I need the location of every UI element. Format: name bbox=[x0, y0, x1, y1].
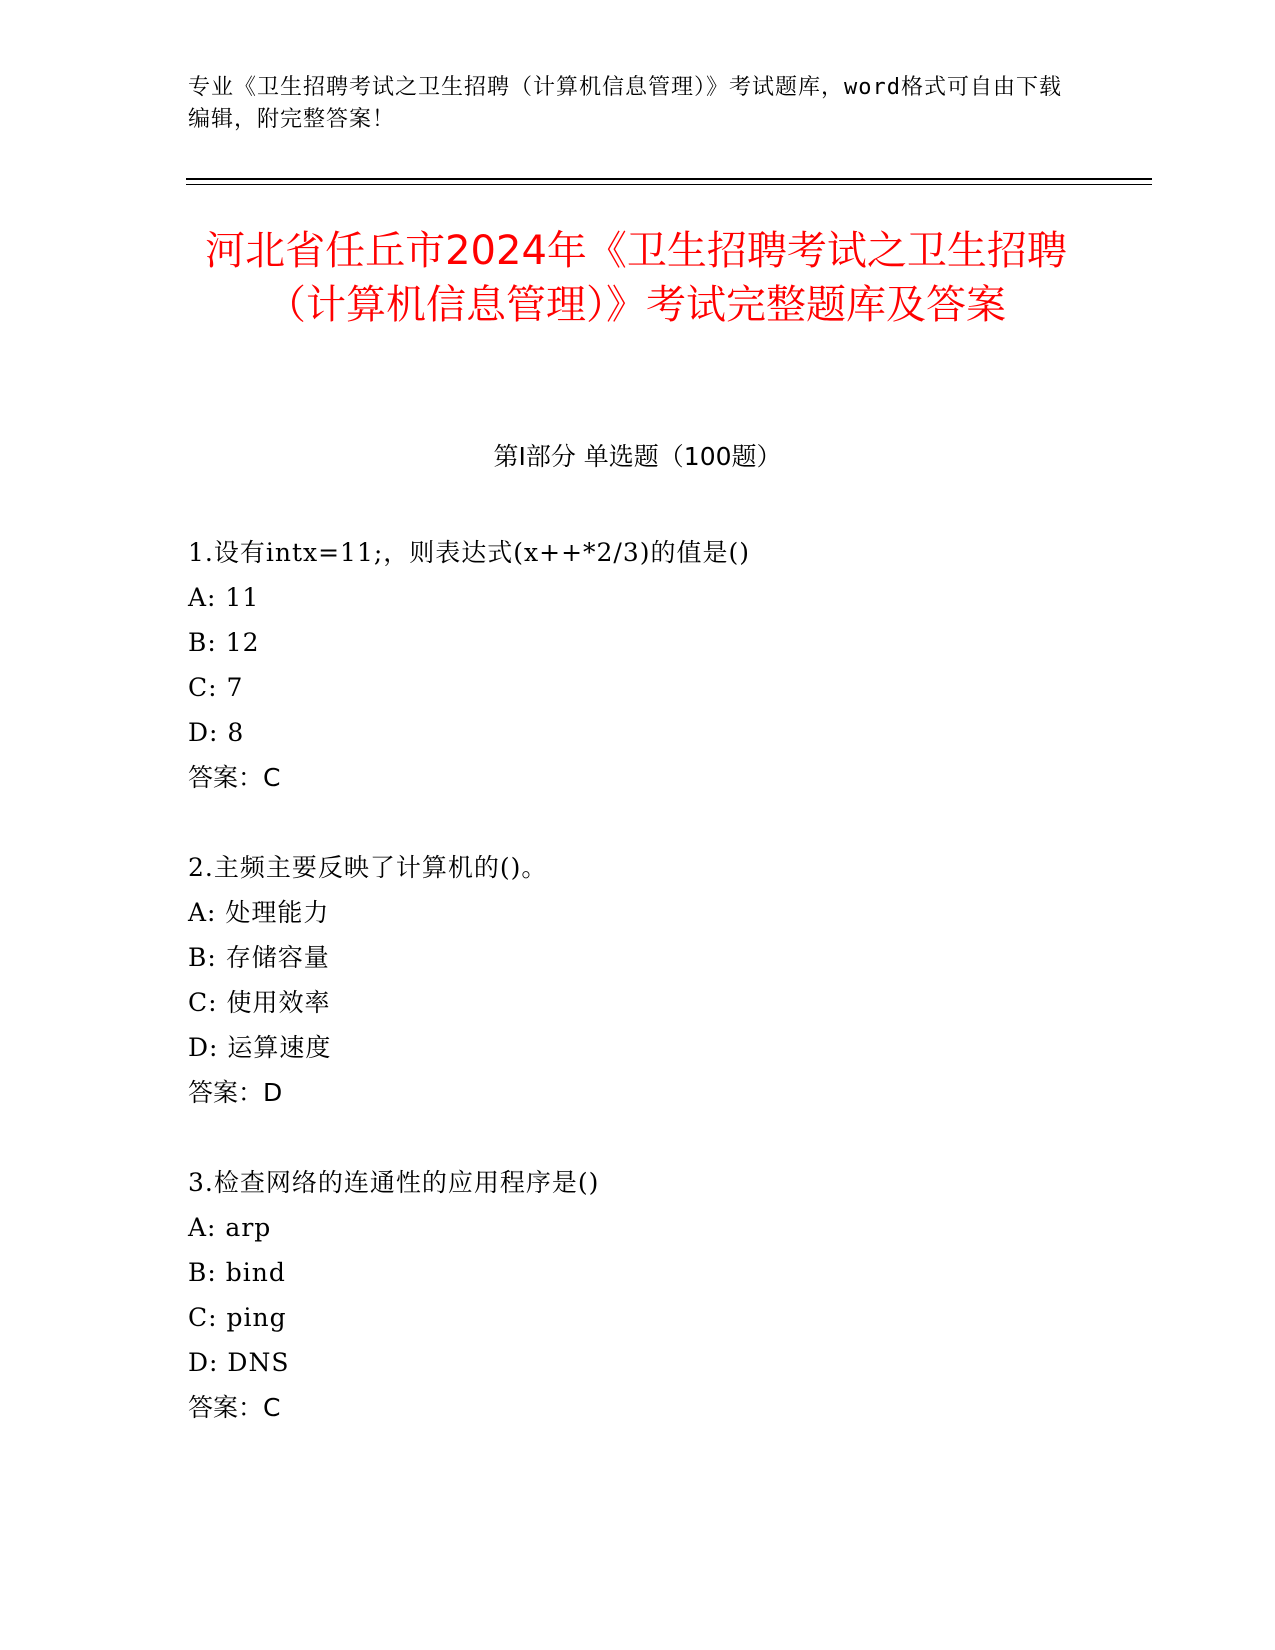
section-heading: 第Ⅰ部分 单选题（100题） bbox=[493, 442, 782, 471]
question-2 bbox=[188, 845, 1148, 1115]
question-stem: 2.主频主要反映了计算机的()。 bbox=[188, 853, 548, 882]
question-3 bbox=[188, 1160, 1148, 1430]
option-d: D: DNS bbox=[188, 1348, 290, 1377]
option-a: A: 处理能力 bbox=[188, 898, 330, 927]
option-b: B: bind bbox=[188, 1258, 286, 1287]
question-stem: 3.检查网络的连通性的应用程序是() bbox=[188, 1168, 600, 1197]
option-a: A: arp bbox=[188, 1213, 272, 1242]
question-1 bbox=[188, 530, 1148, 800]
option-d: D: 8 bbox=[188, 718, 245, 747]
answer: 答案：D bbox=[188, 1078, 283, 1107]
answer: 答案：C bbox=[188, 763, 281, 792]
option-b: B: 12 bbox=[188, 628, 260, 657]
question-list bbox=[188, 530, 1148, 1475]
option-b: B: 存储容量 bbox=[188, 943, 330, 972]
header-note: 专业《卫生招聘考试之卫生招聘（计算机信息管理）》考试题库，word格式可自由下载编辑，附完整答案！ bbox=[188, 75, 1062, 132]
header-rule-thick bbox=[186, 178, 1152, 180]
option-a: A: 11 bbox=[188, 583, 260, 612]
header-rule-thin bbox=[186, 184, 1152, 185]
question-stem: 1.设有intx=11;，则表达式(x++*2/3)的值是() bbox=[188, 538, 751, 567]
option-c: C: 7 bbox=[188, 673, 244, 702]
answer: 答案：C bbox=[188, 1393, 281, 1422]
option-c: C: ping bbox=[188, 1303, 287, 1332]
document-title: 河北省任丘市2024年《卫生招聘考试之卫生招聘（计算机信息管理）》考试完整题库及答案 bbox=[205, 228, 1067, 328]
option-d: D: 运算速度 bbox=[188, 1033, 332, 1062]
option-c: C: 使用效率 bbox=[188, 988, 331, 1017]
